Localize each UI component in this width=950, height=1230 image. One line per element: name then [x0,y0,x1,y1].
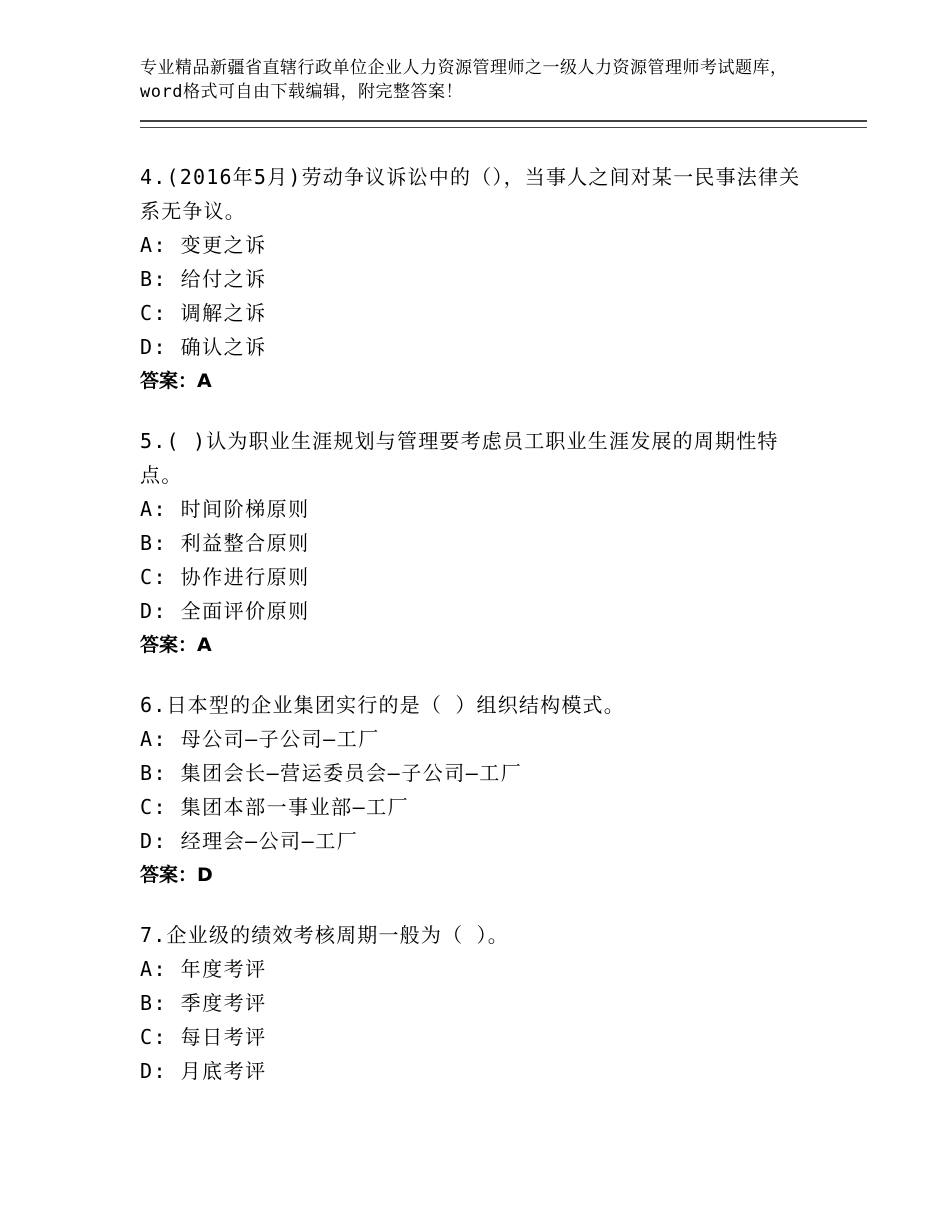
question-stem: 4.(2016年5月)劳动争议诉讼中的（），当事人之间对某一民事法律关系无争议。 [140,165,801,223]
option-c: C: 集团本部一事业部—工厂 [140,795,410,819]
question-list [140,160,820,1114]
option-a: A: 年度考评 [140,957,267,981]
header-divider [140,120,867,128]
option-b: B: 给付之诉 [140,267,267,291]
question-5 [140,424,820,662]
question-stem: 6.日本型的企业集团实行的是（ ）组织结构模式。 [140,693,625,717]
question-stem: 7.企业级的绩效考核周期一般为（ ）。 [140,923,509,947]
option-d: D: 全面评价原则 [140,599,310,623]
option-a: A: 母公司—子公司—工厂 [140,727,380,751]
option-b: B: 季度考评 [140,991,267,1015]
option-b: B: 集团会长—营运委员会—子公司—工厂 [140,761,523,785]
option-d: D: 经理会—公司—工厂 [140,829,359,853]
option-b: B: 利益整合原则 [140,531,310,555]
option-c: C: 调解之诉 [140,301,267,325]
option-c: C: 每日考评 [140,1025,267,1049]
option-d: D: 月底考评 [140,1059,267,1083]
page-header: 专业精品新疆省直辖行政单位企业人力资源管理师之一级人力资源管理师考试题库，word格式可自由下载编辑，附完整答案！ [140,58,788,102]
option-d: D: 确认之诉 [140,335,267,359]
question-stem: 5.( )认为职业生涯规划与管理要考虑员工职业生涯发展的周期性特点。 [140,429,779,487]
option-a: A: 时间阶梯原则 [140,497,310,521]
answer-label: 答案：D [140,864,213,886]
answer-label: 答案：A [140,634,212,656]
option-a: A: 变更之诉 [140,233,267,257]
question-7 [140,918,820,1088]
answer-label: 答案：A [140,370,212,392]
question-6 [140,688,820,892]
question-4 [140,160,820,398]
option-c: C: 协作进行原则 [140,565,310,589]
